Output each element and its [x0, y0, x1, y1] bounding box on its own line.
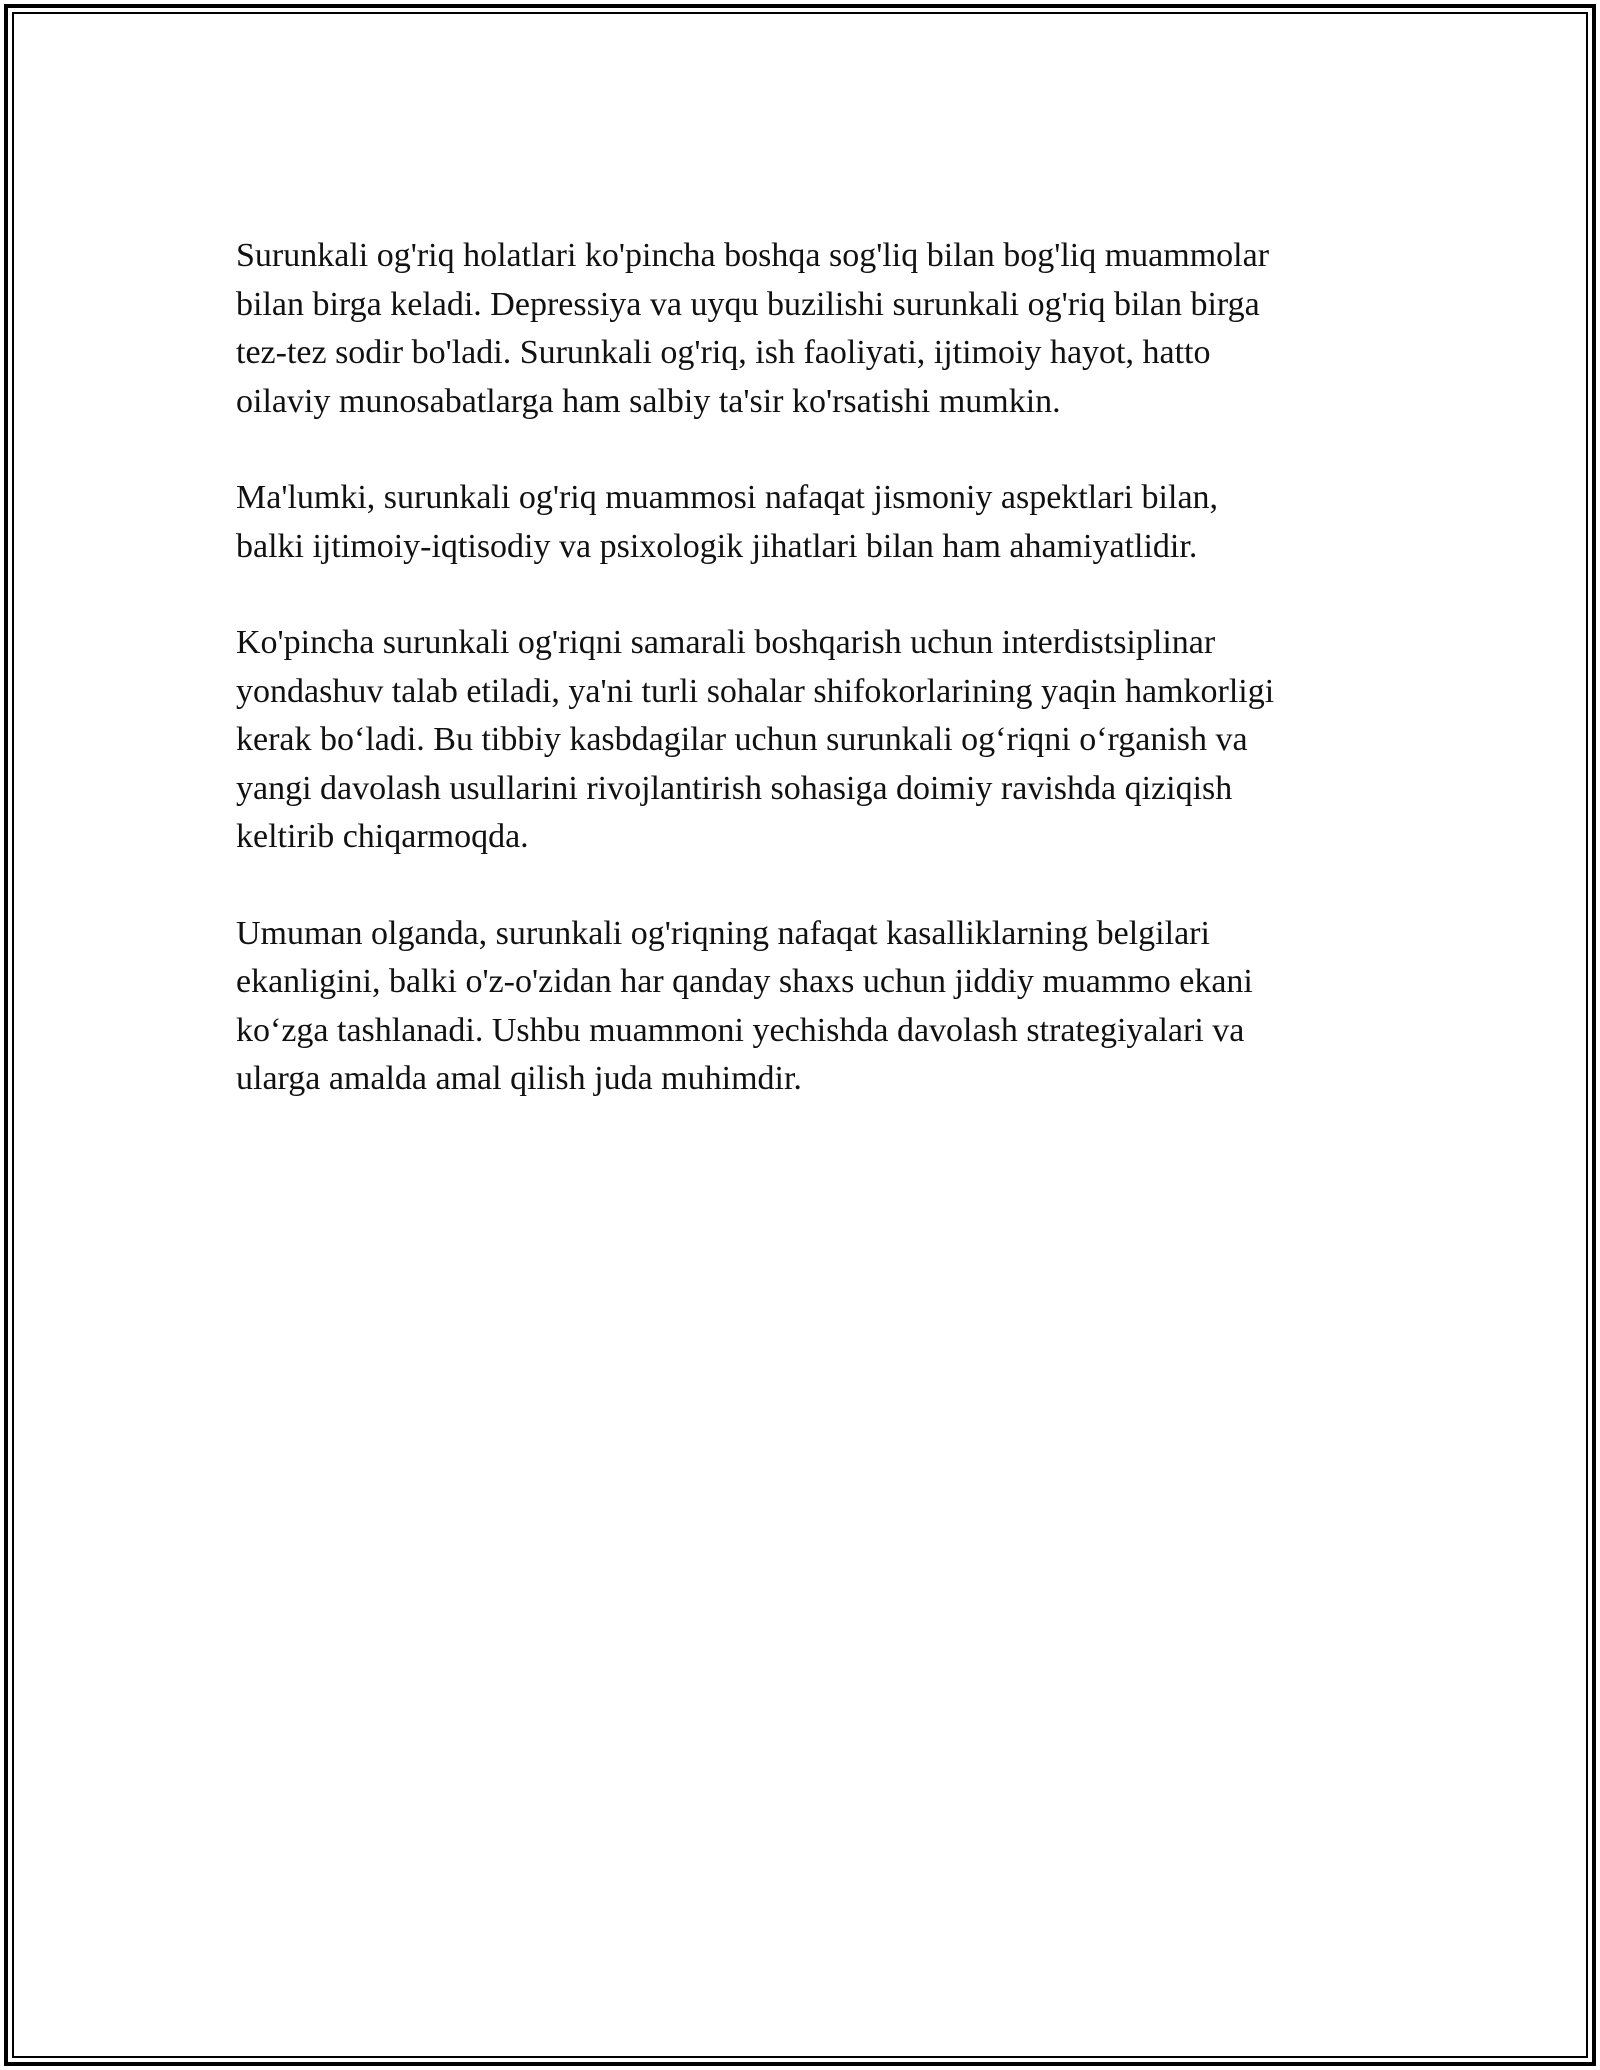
paragraph-3: Ko'pincha surunkali og'riqni samarali boshqarish uchun interdistsiplinar yondashuv talab etiladi, ya'ni turli sohalar shifokorlarining yaqin hamkorligi kerak bo‘ladi. Bu tibbiy kasbdagilar uchun surunkali og‘riqni o‘rganish va yangi davolash usullarini rivojlantirish sohasiga doimiy ravishda qiziqish keltirib chiqarmoqda.	[236, 624, 1275, 855]
document-body	[236, 232, 1366, 1152]
paragraph-4: Umuman olganda, surunkali og'riqning nafaqat kasalliklarning belgilari ekanligini, balki o'z-o'zidan har qanday shaxs uchun jiddiy muammo ekani ko‘zga tashlanadi. Ushbu muammoni yechishda davolash strategiyalari va ularga amalda amal qilish juda muhimdir.	[236, 914, 1253, 1097]
paragraph-2: Ma'lumki, surunkali og'riq muammosi nafaqat jismoniy aspektlari bilan, balki ijtimoiy-iqtisodiy va psixologik jihatlari bilan ham ahamiyatlidir.	[236, 479, 1219, 565]
paragraph-1: Surunkali og'riq holatlari ko'pincha boshqa sog'liq bilan bog'liq muammolar bilan birga keladi. Depressiya va uyqu buzilishi surunkali og'riq bilan birga tez-tez sodir bo'ladi. Surunkali og'riq, ish faoliyati, ijtimoiy hayot, hatto oilaviy munosabatlarga ham salbiy ta'sir ko'rsatishi mumkin.	[236, 237, 1270, 420]
